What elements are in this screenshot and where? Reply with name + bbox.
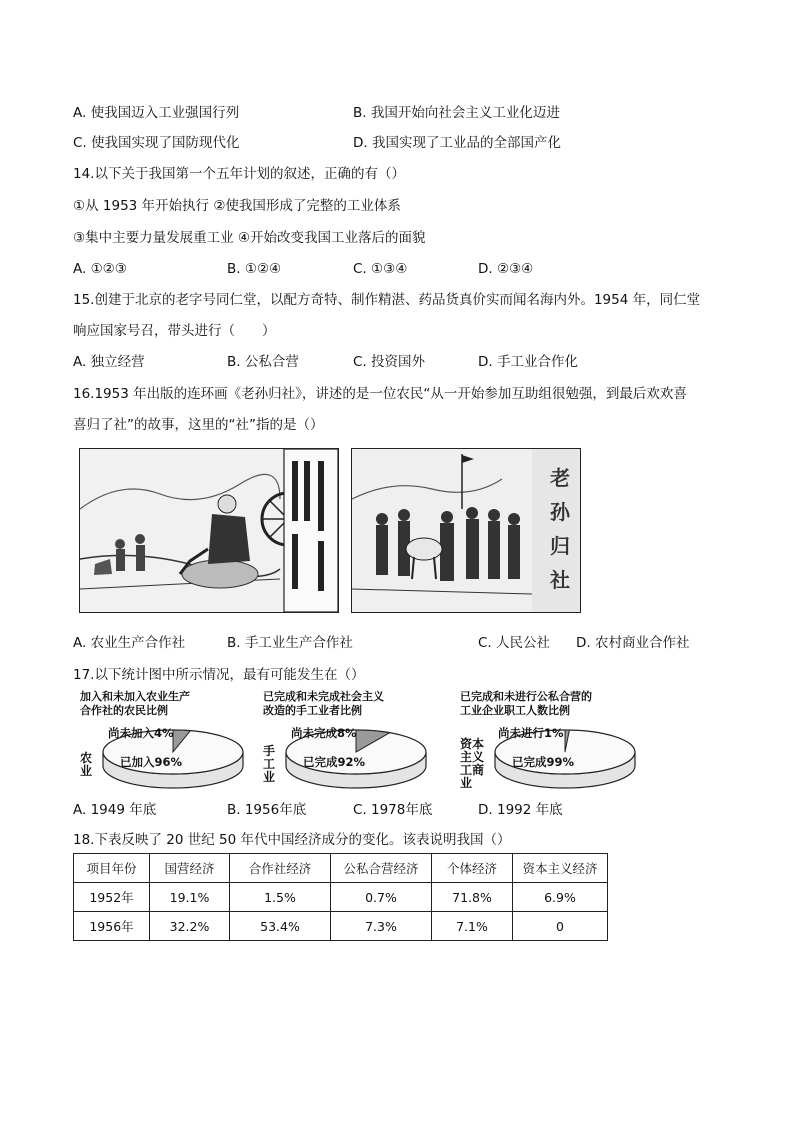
- table-cell: 71.8%: [432, 883, 513, 912]
- pie-big-label: 已加入96%: [120, 755, 183, 769]
- pie-title-line2: 合作社的农民比例: [80, 704, 168, 717]
- pie-title-line1: 已完成和未进行公私合营的: [460, 690, 592, 703]
- q15-option-a: A. 独立经营: [73, 354, 145, 370]
- q13-option-d: D. 我国实现了工业品的全部国产化: [353, 135, 561, 151]
- table-header-cell: 个体经济: [432, 854, 513, 883]
- table-cell: 7.1%: [432, 912, 513, 941]
- pie-side-label: 资本主义工商业: [460, 737, 485, 790]
- comic-right-drawing: [352, 449, 580, 612]
- q15-stem-1: 15.创建于北京的老字号同仁堂，以配方奇特、制作精湛、药品货真价实而闻名海内外。1954 年，同仁堂: [73, 292, 701, 308]
- pie-chart-capitalist: [460, 690, 640, 795]
- q15-stem-2: 响应国家号召，带头进行（ ）: [73, 323, 276, 339]
- q15-option-d: D. 手工业合作化: [478, 354, 578, 370]
- q13-option-a: A. 使我国迈入工业强国行列: [73, 105, 240, 121]
- pie-title-line1: 已完成和未完成社会主义: [263, 690, 384, 703]
- table-cell: 19.1%: [150, 883, 230, 912]
- q17-option-b: B. 1956年底: [227, 802, 307, 818]
- pie-side-label: 手工业: [263, 744, 276, 784]
- pie-big-label: 已完成99%: [512, 755, 575, 769]
- q14-statements-1: ①从 1953 年开始执行 ②使我国形成了完整的工业体系: [73, 198, 401, 214]
- q14-statements-2: ③集中主要力量发展重工业 ④开始改变我国工业落后的面貌: [73, 230, 426, 246]
- q16-stem-2: 喜归了社”的故事，这里的“社”指的是（）: [73, 417, 324, 433]
- pie-side-label: 农业: [80, 751, 93, 778]
- q16-option-c: C. 人民公社: [478, 635, 551, 651]
- q14-option-d: D. ②③④: [478, 261, 534, 277]
- comic-left-drawing: [80, 449, 338, 612]
- table-cell: 32.2%: [150, 912, 230, 941]
- table-cell: 1.5%: [230, 883, 331, 912]
- pie-big-label: 已完成92%: [303, 755, 366, 769]
- pie-title-line2: 工业企业职工人数比例: [460, 704, 570, 717]
- table-cell: 6.9%: [513, 883, 608, 912]
- table-header-cell: 项目年份: [74, 854, 150, 883]
- table-row: [74, 883, 608, 912]
- pie-title-line2: 改造的手工业者比例: [263, 704, 362, 717]
- table-header-cell: 公私合营经济: [331, 854, 432, 883]
- q17-option-d: D. 1992 年底: [478, 802, 563, 818]
- q15-option-b: B. 公私合营: [227, 354, 299, 370]
- q15-option-c: C. 投资国外: [353, 354, 426, 370]
- table-header-cell: 资本主义经济: [513, 854, 608, 883]
- q13-option-b: B. 我国开始向社会主义工业化迈进: [353, 105, 560, 121]
- q17-stem: 17.以下统计图中所示情况，最有可能发生在（）: [73, 667, 365, 683]
- economy-table: [73, 853, 608, 941]
- q16-stem-1: 16.1953 年出版的连环画《老孙归社》，讲述的是一位农民“从一开始参加互助组很勉强，到最后欢欢喜: [73, 386, 687, 402]
- table-header-row: [74, 854, 608, 883]
- table-header-cell: 合作社经济: [230, 854, 331, 883]
- q14-option-a: A. ①②③: [73, 261, 127, 277]
- q13-option-c: C. 使我国实现了国防现代化: [73, 135, 240, 151]
- pie-small-label: 尚未加入4%: [108, 726, 174, 740]
- q14-option-b: B. ①②④: [227, 261, 282, 277]
- comic-panel-right: [351, 448, 581, 613]
- pie-chart-agriculture: [80, 690, 260, 795]
- q14-stem: 14.以下关于我国第一个五年计划的叙述，正确的有（）: [73, 166, 405, 182]
- table-cell: 1952年: [74, 883, 150, 912]
- table-cell: 0: [513, 912, 608, 941]
- table-cell: 1956年: [74, 912, 150, 941]
- table-header-cell: 国营经济: [150, 854, 230, 883]
- table-cell: 7.3%: [331, 912, 432, 941]
- q16-option-a: A. 农业生产合作社: [73, 635, 186, 651]
- q18-stem: 18.下表反映了 20 世纪 50 年代中国经济成分的变化。该表说明我国（）: [73, 832, 511, 848]
- table-cell: 0.7%: [331, 883, 432, 912]
- pie-small-label: 尚未完成8%: [291, 726, 357, 740]
- q17-option-c: C. 1978年底: [353, 802, 433, 818]
- q17-option-a: A. 1949 年底: [73, 802, 157, 818]
- q16-option-d: D. 农村商业合作社: [576, 635, 690, 651]
- pie-title-line1: 加入和未加入农业生产: [80, 690, 190, 703]
- pie-chart-handicraft: [263, 690, 443, 795]
- table-row: [74, 912, 608, 941]
- q14-option-c: C. ①③④: [353, 261, 408, 277]
- q16-option-b: B. 手工业生产合作社: [227, 635, 353, 651]
- comic-panel-left: [79, 448, 339, 613]
- pie-small-label: 尚未进行1%: [498, 726, 564, 740]
- table-cell: 53.4%: [230, 912, 331, 941]
- comic-right-title: 老孙归社: [550, 466, 570, 592]
